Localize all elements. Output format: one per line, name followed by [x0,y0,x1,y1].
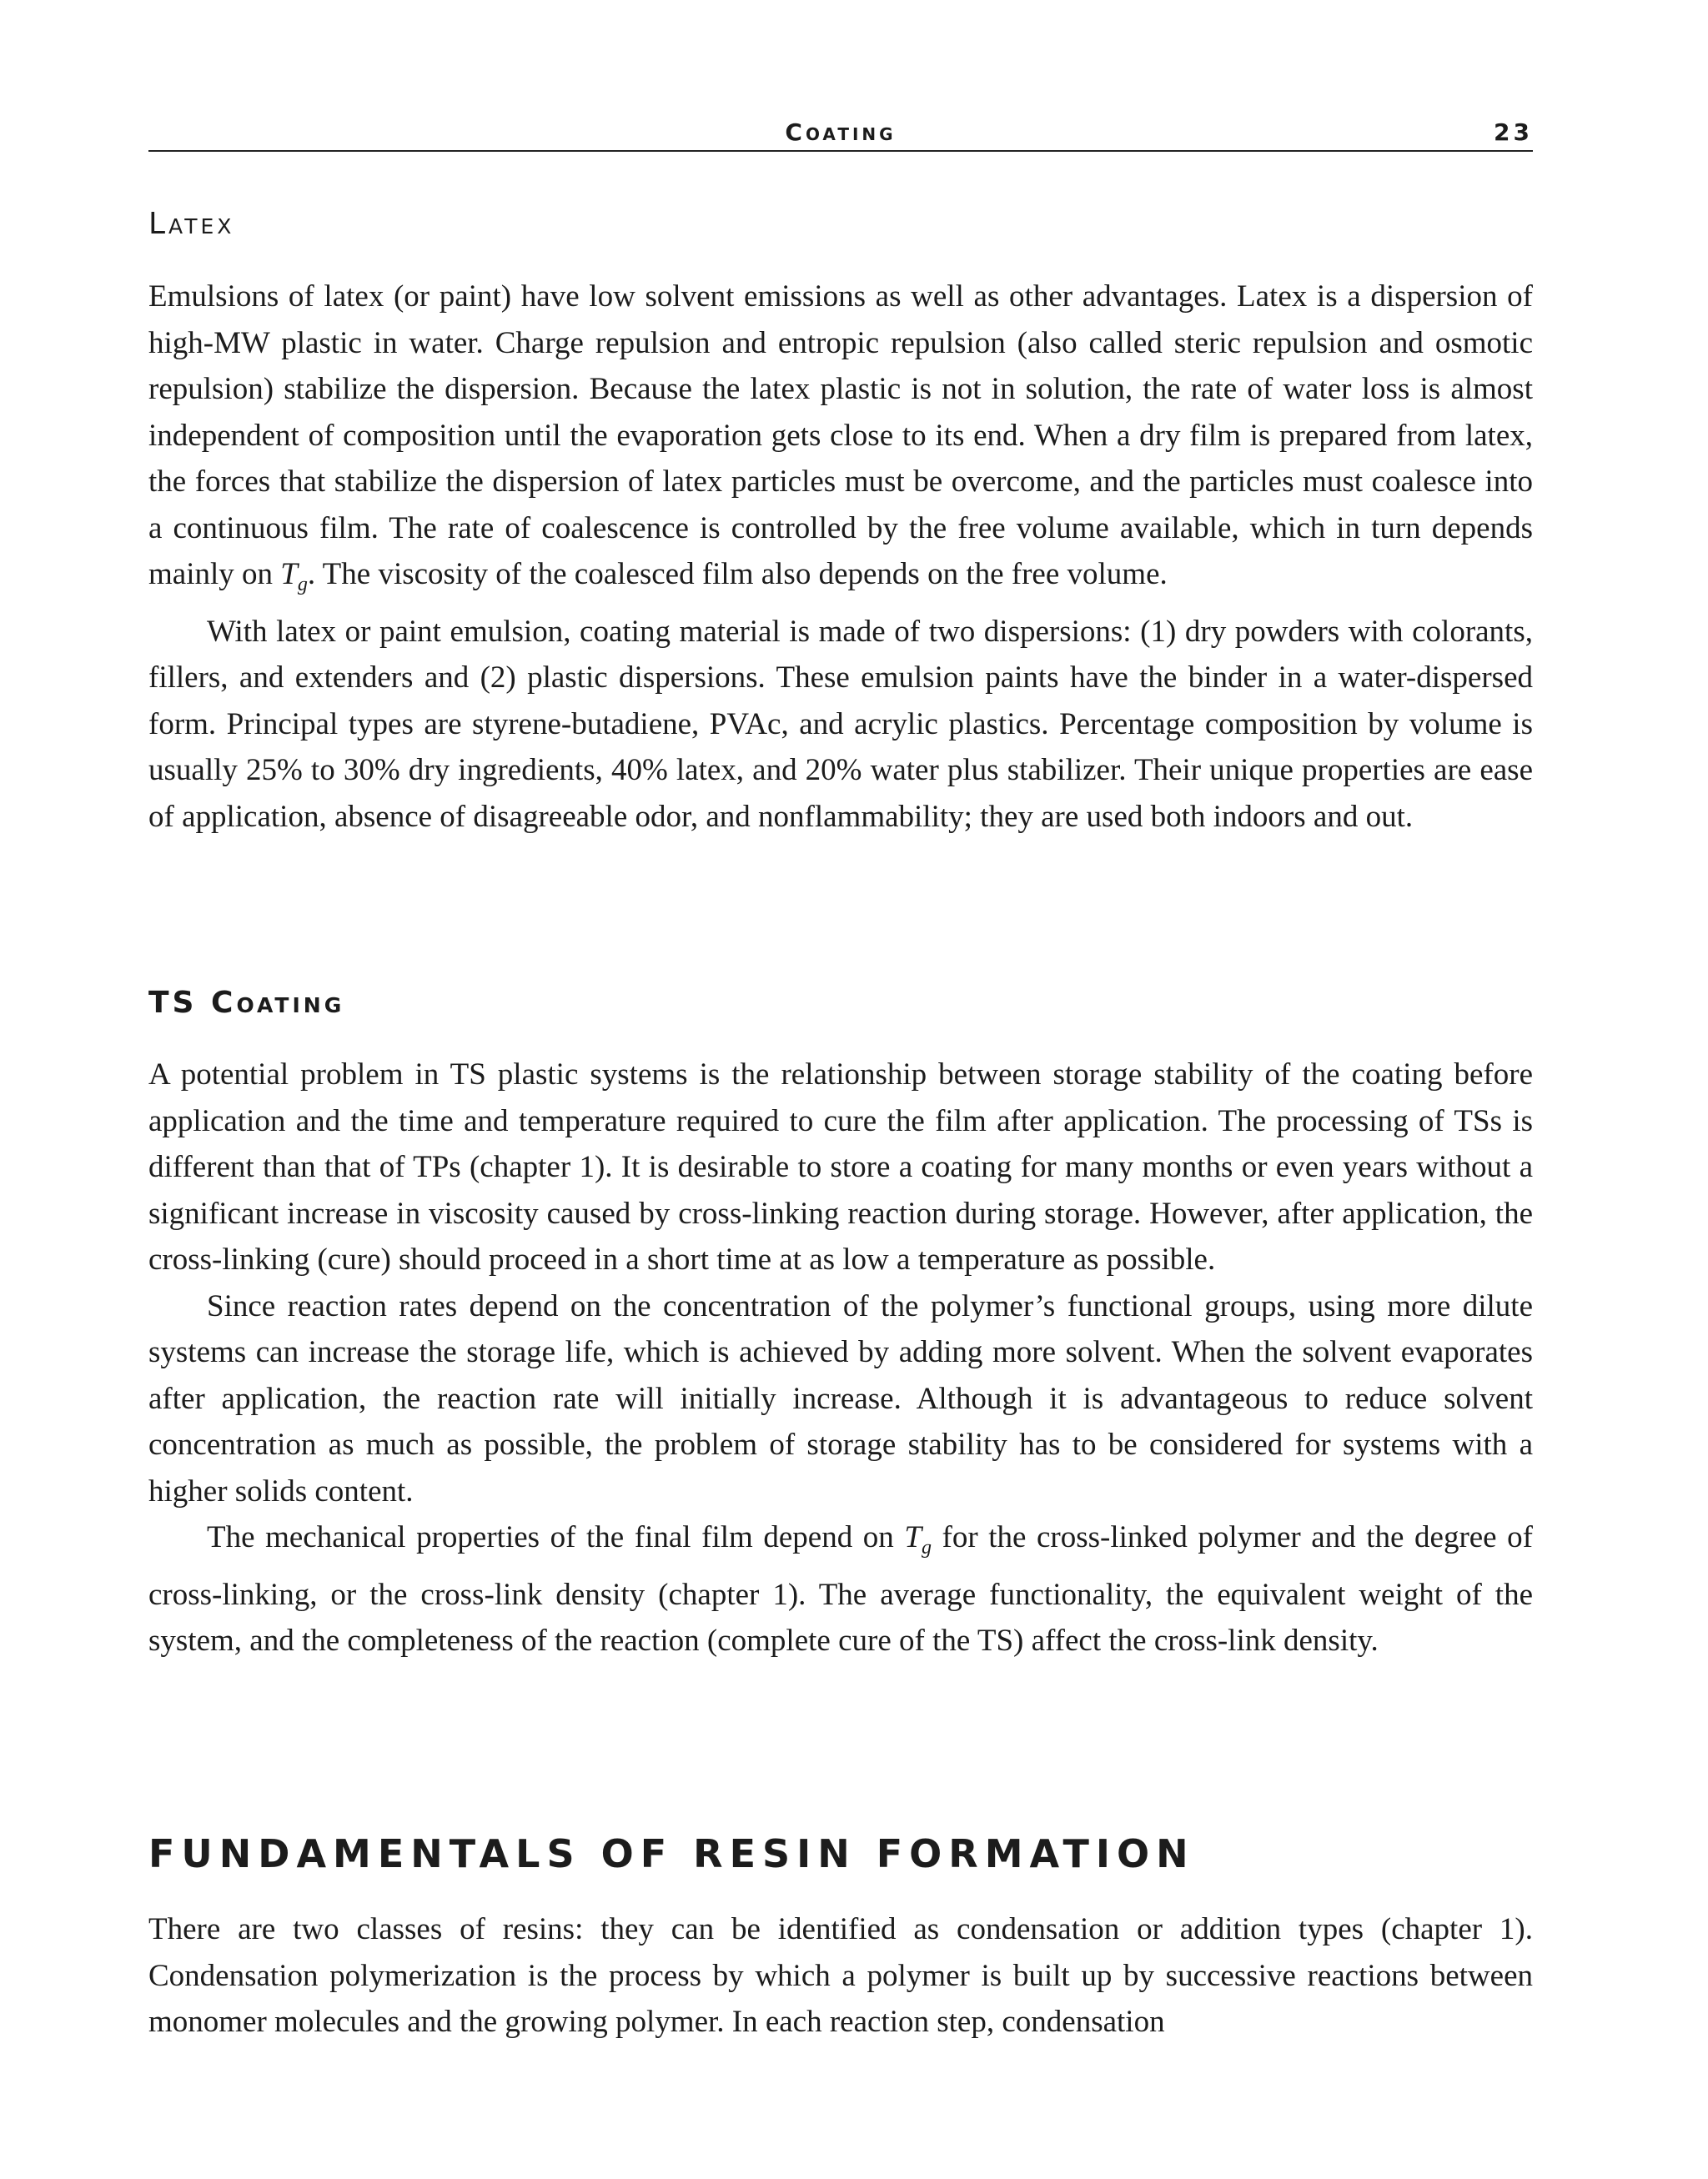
latex-body [148,274,1533,840]
paragraph [148,274,1533,609]
paragraph: A potential problem in TS plastic systems is the relationship between storage stability of the coating before application and the time and temperature required to cure the film after application. The processing of TSs is different than that of TPs (chapter 1). It is desirable to store a coating for many months or even years without a significant increase in viscosity caused by cross-linking reaction during storage. However, after application, the cross-linking (cure) should proceed in a short time at as low a temperature as possible. [148,1057,1533,1277]
symbol-t: T [904,1520,922,1554]
symbol-t: T [280,557,298,591]
subscript-g: g [297,574,308,595]
resin-formation-body [148,1906,1533,2046]
text-run: Emulsions of latex (or paint) have low solvent emissions as well as other advantages. Latex is a dispersion of high-MW plastic in water. Charge repulsion and entropic repulsion (also called steric repulsion and osmotic repulsion) stabilize the dispersion. Because the latex plastic is not in solution, the rate of water loss is almost independent of composition until the evaporation gets close to its end. When a dry film is prepared from latex, the forces that stabilize the dispersion of latex particles must be overcome, and the particles must coalesce into a continuous film. The rate of coalescence is controlled by the free volume available, which in turn depends mainly on [148,279,1533,591]
section-heading-latex: Latex [148,207,235,241]
text-run: for the cross-linked polymer and the degree of cross-linking, or the cross-link density (chapter 1). The average functionality, the equivalent weight of the system, and the completeness of the reaction (complete cure of the TS) affect the cross-link density. [148,1520,1533,1658]
paragraph: With latex or paint emulsion, coating material is made of two dispersions: (1) dry powders with colorants, fillers, and extenders and (2) plastic dispersions. These emulsion paints have the binder in a water-dispersed form. Principal types are styrene-butadiene, PVAc, and acrylic plastics. Percentage composition by volume is usually 25% to 30% dry ingredients, 40% latex, and 20% water plus stabilizer. Their unique properties are ease of application, absence of disagreeable odor, and nonflammability; they are used both indoors and out. [148,614,1533,834]
ts-coating-body [148,1052,1533,1664]
page-number: 23 [1494,118,1533,146]
paragraph [148,1514,1533,1664]
text-run: . The viscosity of the coalesced film also depends on the free volume. [307,557,1168,591]
subscript-g: g [921,1537,932,1559]
major-heading-resin-formation: FUNDAMENTALS OF RESIN FORMATION [148,1831,1195,1876]
running-head-title: Coating [785,118,897,146]
running-head [148,115,1533,152]
text-run: The mechanical properties of the final film depend on [207,1520,905,1554]
paragraph: Since reaction rates depend on the concentration of the polymer’s functional groups, using more dilute systems can increase the storage life, which is achieved by adding more solvent. When the solvent evaporates after application, the reaction rate will initially increase. Although it is advantageous to reduce solvent concentration as much as possible, the problem of storage stability has to be considered for systems with a higher solids content. [148,1288,1533,1509]
section-heading-ts-coating: TS Coating [148,986,345,1020]
paragraph: There are two classes of resins: they can be identified as condensation or addition types (chapter 1). Condensation polymerization is the process by which a polymer is built up by successive reactions between monomer molecules and the growing polymer. In each reaction step, condensation [148,1912,1533,2039]
